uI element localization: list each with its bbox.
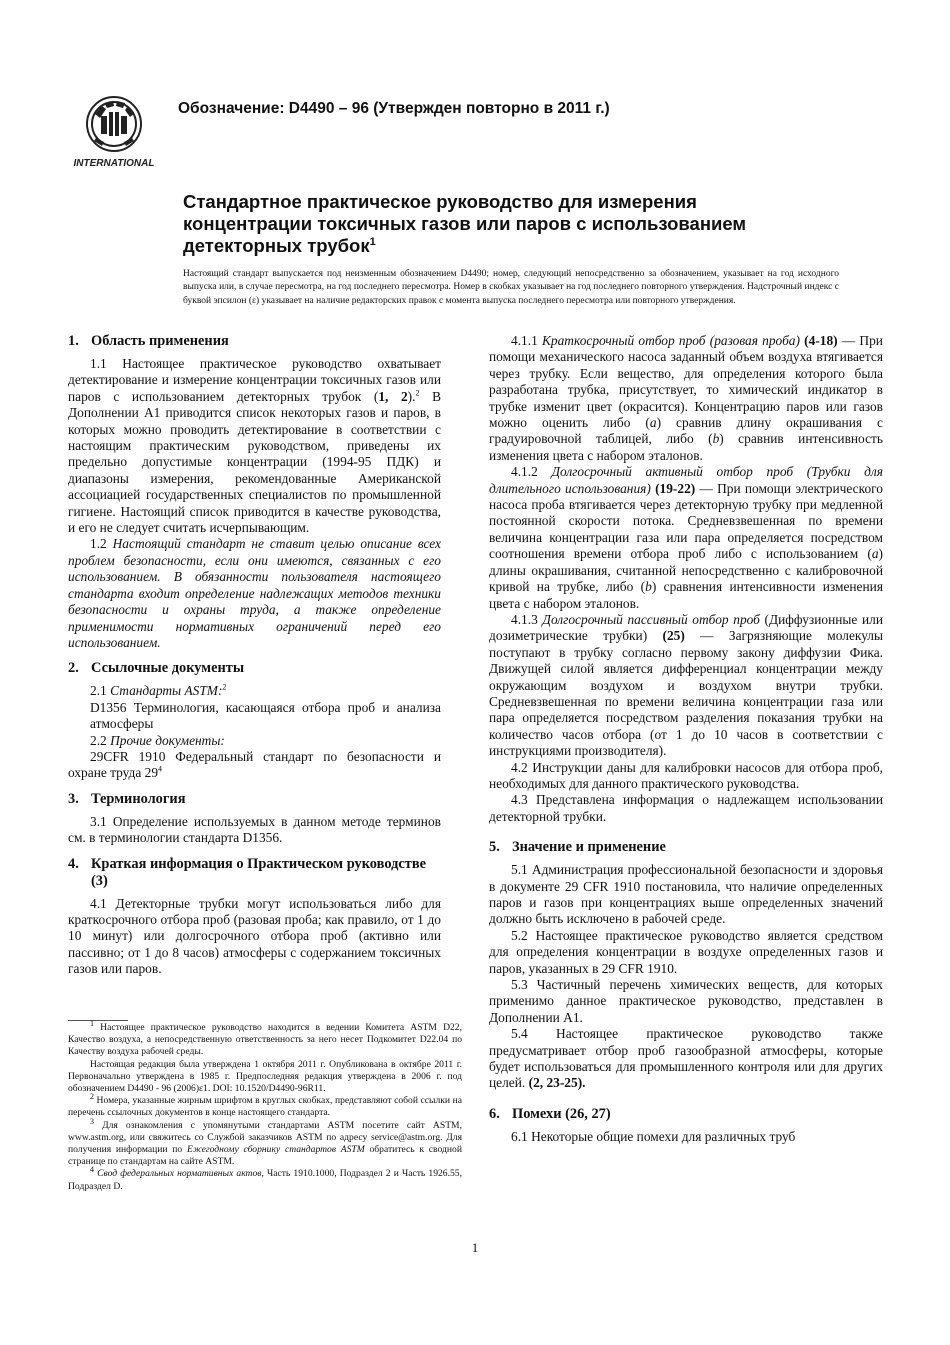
para-5-4: 5.4 Настоящее практическое руководство также предусматривает отбор проб газообразной атмосферы, которые будет использоваться для промышленного контроля или для других целей. (2, 23-25). [489,1026,883,1091]
section-3-heading: 3. Терминология [68,790,186,807]
ref-29cfr: 29CFR 1910 Федеральный стандарт по безопасности и охране труда $29^4$ [68,748,441,781]
section-4-heading: 4. Краткая информация о Практическом руководстве (3) [68,855,426,889]
para-1-2: 1.2 Настоящий стандарт не ставит целью описание всех проблем безопасности, если они имеются, связанных с его использованием. В обязанности пользователя настоящего стандарта входит определение надлежащих методов техники безопасности и охраны труда, а также определение применимости нормативных ограничений перед его использованием. [68,536,441,650]
ref-d1356: D1356 Терминология, касающаяся отбора проб и анализа атмосферы [90,699,441,732]
para-4-1: 4.1 Детекторные трубки могут использоваться либо для краткосрочного отбора проб (разовая проба; как правило, от 1 до 10 минут) или долгосрочного отбора проб (активно или пассивно; от 1 до 8 часов) атмосферы с содержанием токсичных газов или паров. [68,895,441,977]
footnote-1: $^1$ Настоящее практическое руководство находится в ведении Комитета ASTM D22, Качество воздуха, а непосредственную ответственность за него несет Подкомитет D22.04 по Качеству воздуха рабочей среды. [68,1018,462,1058]
logo-text: INTERNATIONAL [73,158,155,169]
designation: Обозначение: D4490 – 96 (Утвержден повторно в 2011 г.) [178,100,610,117]
para-2-1: 2.1 Стандарты ASTM:$^2$ [90,682,227,699]
para-4-1-3: 4.1.3 Долгосрочный пассивный отбор проб (Диффузионные или дозиметрические трубки) (25) — Загрязняющие молекулы поступают в трубку согласно первому закону диффузии Фика. Движущей силой является дифференциал концентрации между окружающим воздухом и воздухом внутри трубки. Средневзвешенная по времени величина концентрации газа или пара определяется посредством разделения показания трубки на количество часов отбора (от 1 до 10 часов в соответствии с инструкциями производителя). [489,611,883,759]
footnote-1b: Настоящая редакция была утверждена 1 октября 2011 г. Опубликована в октябре 2011 г. Первоначально утверждена в 1985 г. Предпоследняя редакция утверждена в 2006 г. под обозначением D4490 - 96 (2006)ε1. DOI: 10.1520/D4490-96R11. [68,1058,462,1095]
title-footnote-mark: 1 [369,235,376,248]
para-6-1: 6.1 Некоторые общие помехи для различных труб [511,1128,796,1144]
astm-logo [72,94,156,170]
title-text: Стандартное практическое руководство для измерения концентрации токсичных газов или паров с использованием детекторных трубок [183,191,747,256]
footnote-4: $^4$ Свод федеральных нормативных актов, Часть 1910.1000, Подраздел 2 и Часть 1926.55, Подраздел D. [68,1165,462,1192]
para-5-3: 5.3 Частичный перечень химических веществ, для которых применимо данное практическое руководство, представлен в Дополнении A1. [489,977,883,1025]
footnote-3: $^3$ Для ознакомления с упомянутыми стандартами ASTM посетите сайт ASTM, www.astm.org, или свяжитесь со Службой заказчиков ASTM по адресу service@astm.org. Для получения информации по Ежегодному сборнику стандартов ASTM обратитесь к сводной странице по стандартам на сайте ASTM. [68,1116,462,1168]
para-4-1-1: 4.1.1 Краткосрочный отбор проб (разовая проба) (4-18) — При помощи механического насоса заданный объем воздуха втягивается через трубку. Если вещество, для определения которого была разработана трубка, присутствует, то химический индикатор в трубке изменит цвет (окрасится). Концентрацию паров или газов можно оценить либо (a) сравнив длину окрашивания с градуировочной таблицей, либо (b) сравнив интенсивность изменения цвета с набором эталонов. [489,333,884,463]
intro-note: Настоящий стандарт выпускается под неизменным обозначением D4490; номер, следующий непосредственно за обозначением, указывает на год исходного выпуска или, в случае пересмотра, на год последнего пересмотра. Номер в скобках указывает на год последнего повторного утверждения. Надстрочный индекс с буквой эпсилон (ε) указывает на наличие редакторских правок с момента выпуска последнего пересмотра или повторного утверждения. [183,269,839,306]
para-4-3: 4.3 Представлена информация о надлежащем использовании детекторной трубки. [489,792,883,824]
footnotes [68,1018,462,1193]
left-column [68,333,441,978]
section-1-heading: 1. Область применения [68,333,229,349]
footnote-2: $^2$ Номера, указанные жирным шрифтом в круглых скобках, представляют собой ссылки на перечень ссылочных документов в конце настоящего стандарта. [68,1092,462,1119]
section-6-heading: 6. Помехи (26, 27) [489,1105,611,1122]
para-4-2: 4.2 Инструкции даны для калибровки насосов для отбора проб, необходимых для данного практического руководства. [489,759,883,791]
para-2-2: 2.2 Прочие документы: [90,732,225,748]
footnote-rule [68,1020,128,1021]
para-3-1: 3.1 Определение используемых в данном методе терминов см. в терминологии стандарта D1356. [68,813,441,846]
right-column [489,333,883,1145]
para-5-1: 5.1 Администрация профессиональной безопасности и здоровья в документе 29 CFR 1910 постановила, что наличие определенных паров и газов при концентрациях выше определенных значений должно быть исключено в рабочей среде. [489,862,883,927]
para-1-1: 1.1 Настоящее практическое руководство охватывает детектирование и измерение концентрации токсичных газов или паров с использованием детекторных трубок (1, 2).$^2$ В Дополнении A1 приводится список некоторых газов и паров, в которых можно проводить детектирование в соответствии с настоящим практическим руководством, приведены их предельно допустимые концентрации (1994-95 ПДК) и диапазоны измерения, рекомендованные Американской ассоциацией государственных специалистов по промышленной гигиене. Настоящий список приводится в качестве руководства, и его не следует считать исчерпывающим. [68,356,441,536]
para-5-2: 5.2 Настоящее практическое руководство является средством для определения концентрации в воздухе определенных газов и паров, указанных в 29 CFR 1910. [489,927,883,976]
section-5-heading: 5. Значение и применение [489,839,666,856]
page-number: 1 [471,1240,479,1255]
section-2-heading: 2. Ссылочные документы [68,660,245,677]
document-title [183,191,823,257]
para-4-1-2: 4.1.2 Долгосрочный активный отбор проб (Трубки для длительного использования) (19-22) — При помощи электрического насоса проба втягивается через детекторную трубку при медленной постоянной скорости потока. Средневзвешенная по времени величина концентрации газа или пара определяется посредством соотношения времени отбора проб либо с использованием (a) длины окрашивания, считанной непосредственно с калибровочной кривой на трубке, либо (b) сравнения интенсивности изменения цвета с набором эталонов. [489,464,883,611]
